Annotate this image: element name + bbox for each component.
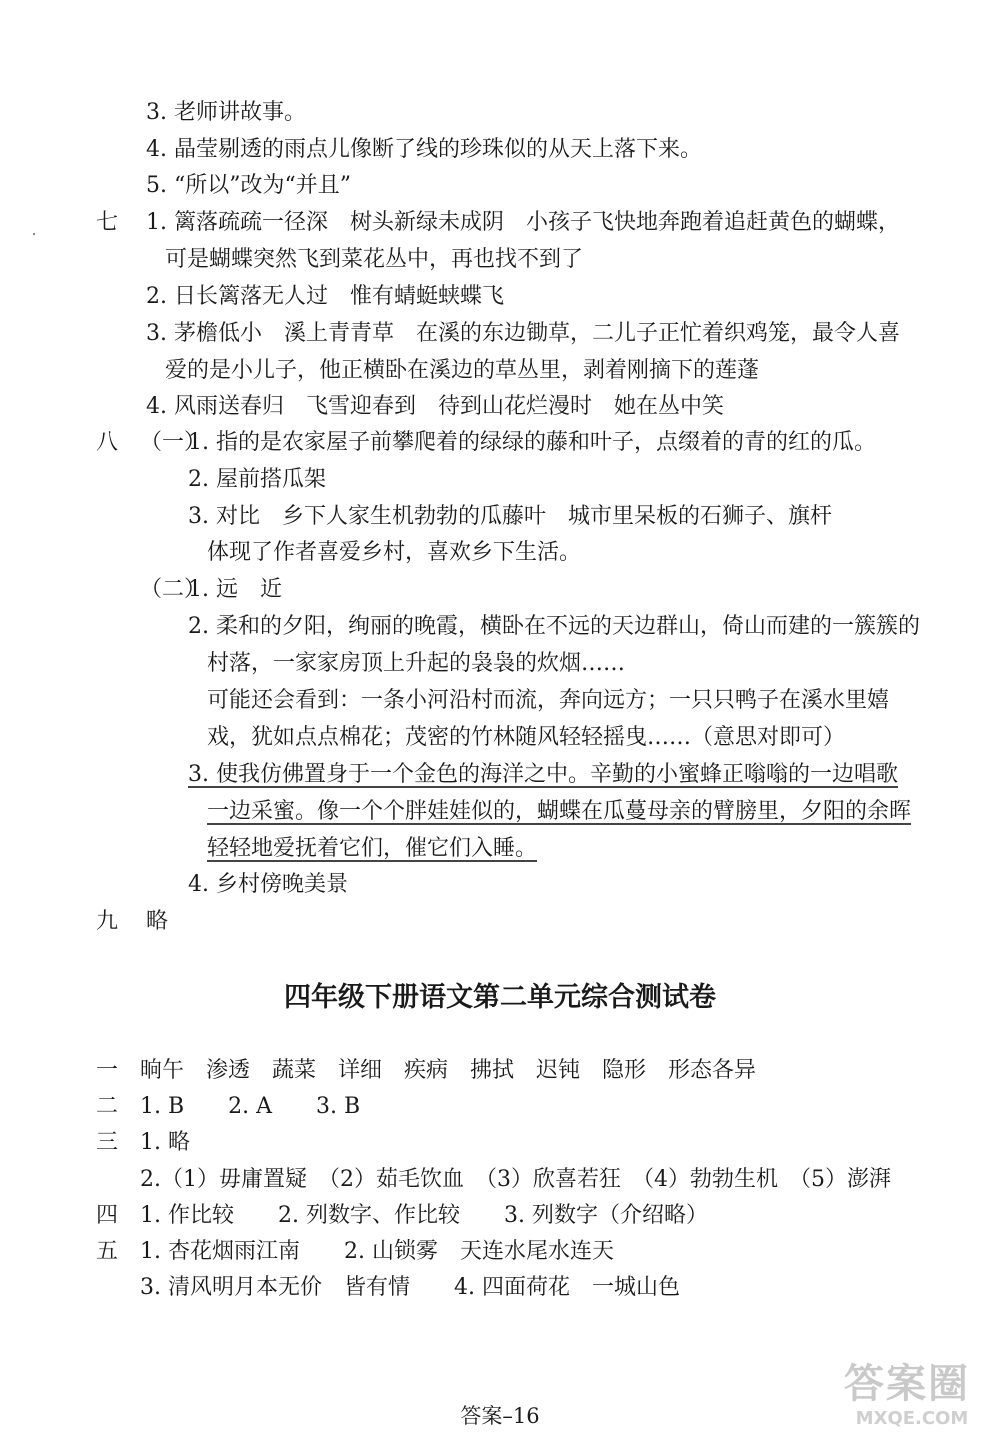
section-label: 一 xyxy=(96,1058,119,1083)
answer-line: 体现了作者喜爱乡村，喜欢乡下生活。 xyxy=(207,540,582,565)
answer-line: 1. B 2. A 3. B xyxy=(140,1094,361,1119)
answer-line: 5. “所以”改为“并且” xyxy=(146,173,351,198)
answer-line: 3. 清风明月本无价 皆有情 4. 四面荷花 一城山色 xyxy=(140,1275,680,1300)
answer-line: 2. 柔和的夕阳，绚丽的晚霞，横卧在不远的天边群山，倚山而建的一簇簇的 xyxy=(188,614,920,639)
answer-line: 4. 晶莹剔透的雨点儿像断了线的珍珠似的从天上落下来。 xyxy=(146,137,702,162)
section-label: 二 xyxy=(96,1094,119,1119)
answer-line: 可是蝴蝶突然飞到菜花丛中，再也找不到了 xyxy=(165,247,584,272)
answer-line: 2. 日长篱落无人过 惟有蜻蜓蛱蝶飞 xyxy=(146,284,504,309)
answer-line: 1. 指的是农家屋子前攀爬着的绿绿的藤和叶子，点缀着的青的红的瓜。 xyxy=(188,430,876,455)
section-label: 八 xyxy=(96,430,119,455)
answer-line: 2. 屋前搭瓜架 xyxy=(188,467,326,492)
answer-line: 村落，一家家房顶上升起的袅袅的炊烟…… xyxy=(207,651,626,676)
answer-line: 爱的是小儿子，他正横卧在溪边的草丛里，剥着刚摘下的莲蓬 xyxy=(165,358,760,383)
answer-line: 1. 远 近 xyxy=(188,577,282,602)
subsection-label: （二） xyxy=(140,577,207,602)
answer-line: 3. 老师讲故事。 xyxy=(146,100,306,125)
answer-line-underlined: 轻轻地爱抚着它们，催它们入睡。 xyxy=(207,836,538,861)
watermark-logo: 答案圈 xyxy=(844,1361,970,1407)
answer-line-underlined: 一边采蜜。像一个个胖娃娃似的，蝴蝶在瓜蔓母亲的臂膀里，夕阳的余晖 xyxy=(207,799,912,824)
answer-line: 3. 对比 乡下人家生机勃勃的瓜藤叶 城市里呆板的石狮子、旗杆 xyxy=(188,504,832,529)
page-number: 答案–16 xyxy=(460,1404,540,1428)
subsection-label: （一） xyxy=(140,430,207,455)
answer-line: 1. 篱落疏疏一径深 树头新绿未成阴 小孩子飞快地奔跑着追赶黄色的蝴蝶， xyxy=(146,210,900,235)
section-label: 九 xyxy=(96,909,119,934)
answer-line: 晌午 渗透 蔬菜 详细 疾病 拂拭 迟钝 隐形 形态各异 xyxy=(140,1058,757,1083)
answer-line: 4. 风雨送春归 飞雪迎春到 待到山花烂漫时 她在丛中笑 xyxy=(146,394,724,419)
scan-dot xyxy=(33,233,35,235)
answer-line: 略 xyxy=(146,909,169,934)
answer-line: 戏，犹如点点棉花；茂密的竹林随风轻轻摇曳……（意思对即可） xyxy=(207,725,846,750)
section-label: 七 xyxy=(96,210,119,235)
section-label: 三 xyxy=(96,1130,119,1155)
answer-line: 3. 茅檐低小 溪上青青草 在溪的东边锄草，二儿子正忙着织鸡笼，最令人喜 xyxy=(146,321,900,346)
section-label: 五 xyxy=(96,1239,119,1264)
page-title: 四年级下册语文第二单元综合测试卷 xyxy=(284,982,716,1013)
watermark-url: MXQE.COM xyxy=(855,1408,969,1429)
answer-line: 可能还会看到：一条小河沿村而流，奔向远方；一只只鸭子在溪水里嬉 xyxy=(207,688,890,713)
answer-line: 4. 乡村傍晚美景 xyxy=(188,872,348,897)
answer-line: 1. 作比较 2. 列数字、作比较 3. 列数字（介绍略） xyxy=(140,1203,708,1228)
answer-line: 1. 略 xyxy=(140,1130,190,1155)
answer-line-underlined: 3. 使我仿佛置身于一个金色的海洋之中。辛勤的小蜜蜂正嗡嗡的一边唱歌 xyxy=(188,762,898,787)
answer-line: 2.（1）毋庸置疑 （2）茹毛饮血 （3）欣喜若狂 （4）勃勃生机 （5）澎湃 xyxy=(140,1167,891,1192)
answer-line: 1. 杏花烟雨江南 2. 山锁雾 天连水尾水连天 xyxy=(140,1239,614,1264)
section-label: 四 xyxy=(96,1203,119,1228)
